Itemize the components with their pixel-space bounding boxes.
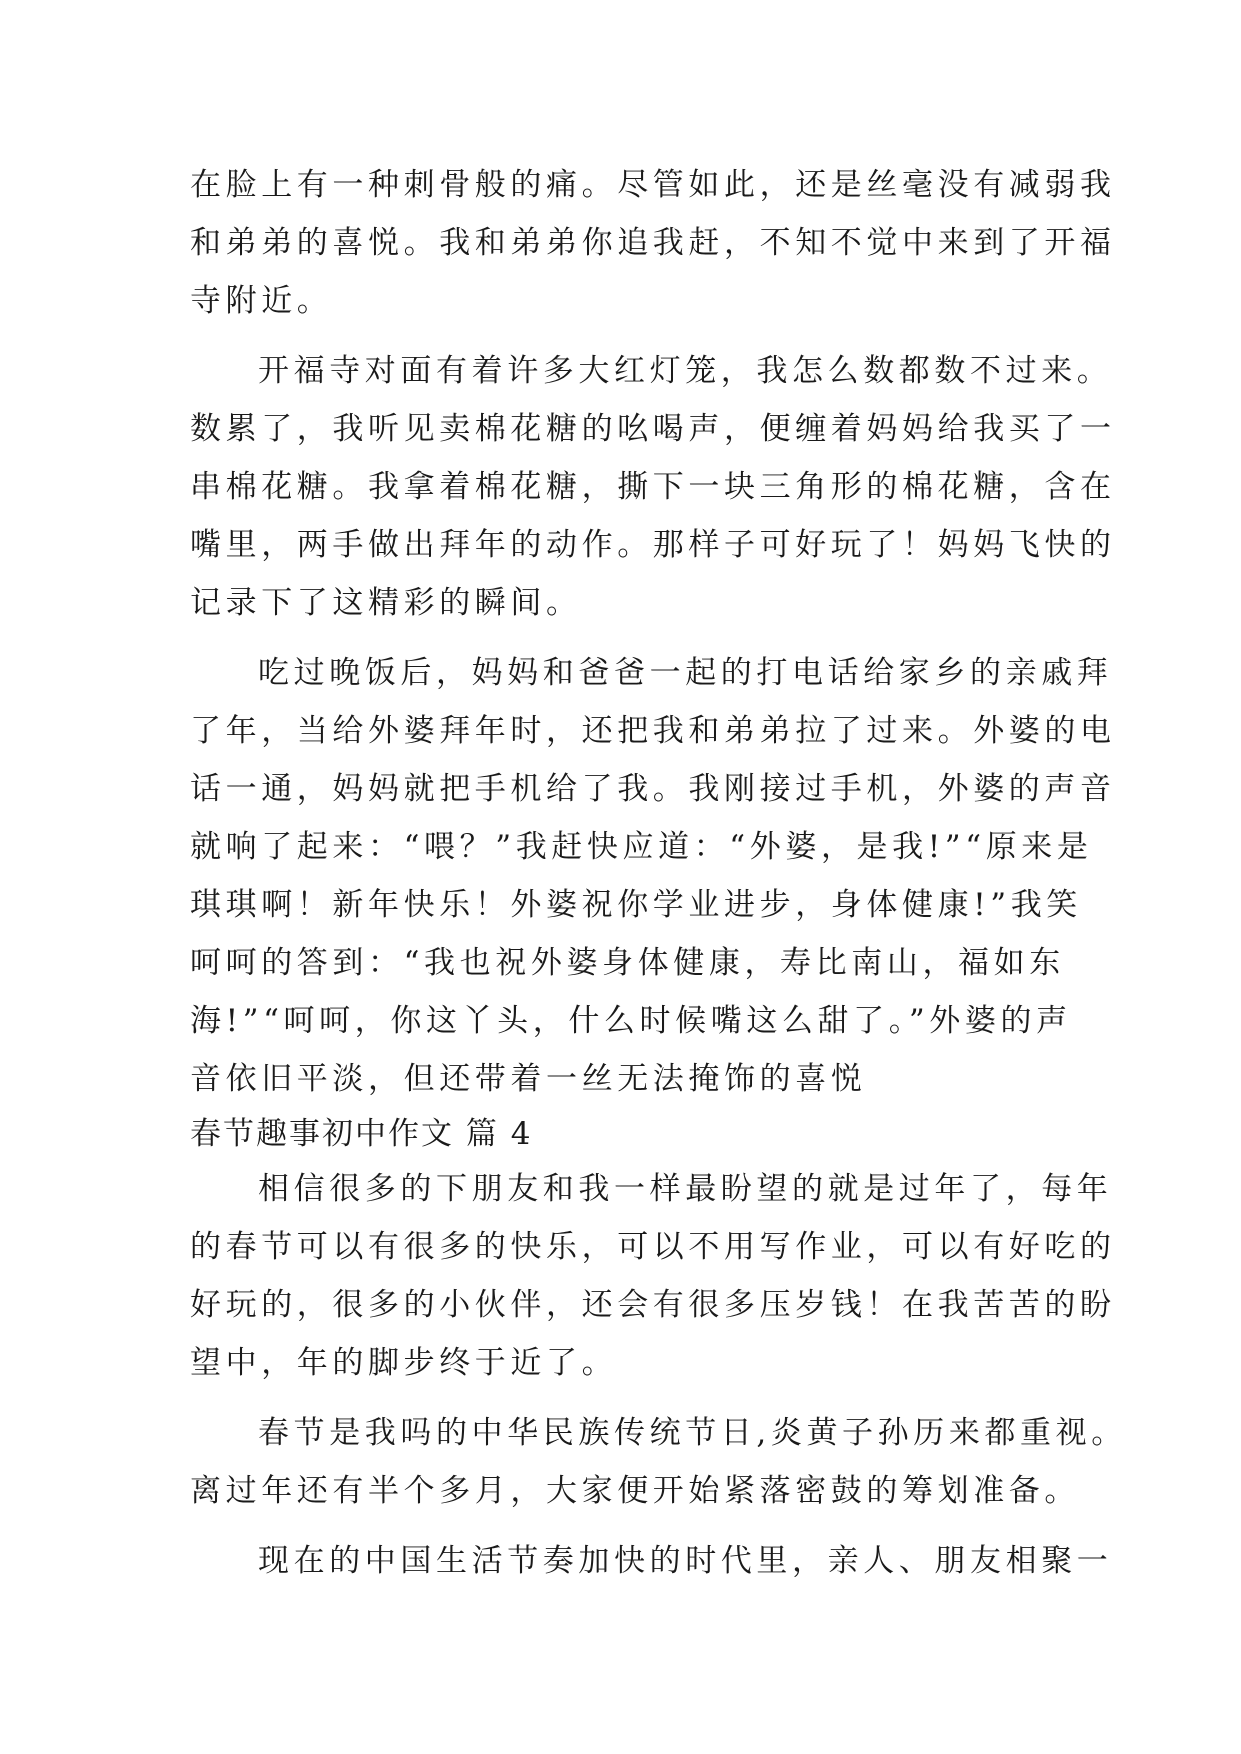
section-heading: 春节趣事初中作文 篇 4: [190, 1116, 533, 1152]
text-line: 呵呵的答到：“我也祝外婆身体健康，寿比南山，福如东: [190, 945, 1065, 981]
text-line: 现在的中国生活节奏加快的时代里，亲人、朋友相聚一: [258, 1543, 1113, 1579]
document-body: [190, 156, 1127, 1590]
text-line: 吃过晚饭后，妈妈和爸爸一起的打电话给家乡的亲戚拜: [258, 655, 1113, 691]
text-line: 寺附近。: [190, 283, 333, 319]
text-line: 的春节可以有很多的快乐，可以不用写作业，可以有好吃的: [190, 1229, 1116, 1265]
paragraph-5: [190, 1404, 1127, 1520]
text-line: 好玩的，很多的小伙伴，还会有很多压岁钱！在我苦苦的盼: [190, 1287, 1116, 1323]
text-line: 离过年还有半个多月，大家便开始紧落密鼓的筹划准备。: [190, 1473, 1080, 1509]
paragraph-6: [190, 1532, 1113, 1590]
text-line: 嘴里，两手做出拜年的动作。那样子可好玩了！妈妈飞快的: [190, 527, 1116, 563]
text-line: 相信很多的下朋友和我一样最盼望的就是过年了，每年: [258, 1171, 1113, 1207]
text-line: 望中，年的脚步终于近了。: [190, 1345, 618, 1381]
text-line: 话一通，妈妈就把手机给了我。我刚接过手机，外婆的声音: [190, 771, 1116, 807]
text-line: 记录下了这精彩的瞬间。: [190, 585, 582, 621]
text-line: 海!”“呵呵，你这丫头，什么时候嘴这么甜了。”外婆的声: [190, 1003, 1072, 1039]
text-line: 开福寺对面有着许多大红灯笼，我怎么数都数不过来。: [258, 353, 1113, 389]
paragraph-2: [190, 342, 1116, 632]
text-line: 数累了，我听见卖棉花糖的吆喝声，便缠着妈妈给我买了一: [190, 411, 1116, 447]
text-line: 和弟弟的喜悦。我和弟弟你追我赶，不知不觉中来到了开福: [190, 225, 1116, 261]
text-line: 了年，当给外婆拜年时，还把我和弟弟拉了过来。外婆的电: [190, 713, 1116, 749]
text-line: 音依旧平淡，但还带着一丝无法掩饰的喜悦: [190, 1061, 867, 1097]
text-line: 串棉花糖。我拿着棉花糖，撕下一块三角形的棉花糖，含在: [190, 469, 1116, 505]
text-line: 就响了起来：“喂？”我赶快应道：“外婆，是我!”“原来是: [190, 829, 1093, 865]
text-line: 琪琪啊！新年快乐！外婆祝你学业进步，身体健康!”我笑: [190, 887, 1082, 923]
paragraph-1: [190, 156, 1116, 330]
text-line: 在脸上有一种刺骨般的痛。尽管如此，还是丝毫没有减弱我: [190, 167, 1116, 203]
text-line: 春节是我吗的中华民族传统节日,炎黄子孙历来都重视。: [258, 1415, 1127, 1451]
paragraph-4: [190, 1160, 1116, 1392]
paragraph-3: [190, 644, 1116, 1108]
